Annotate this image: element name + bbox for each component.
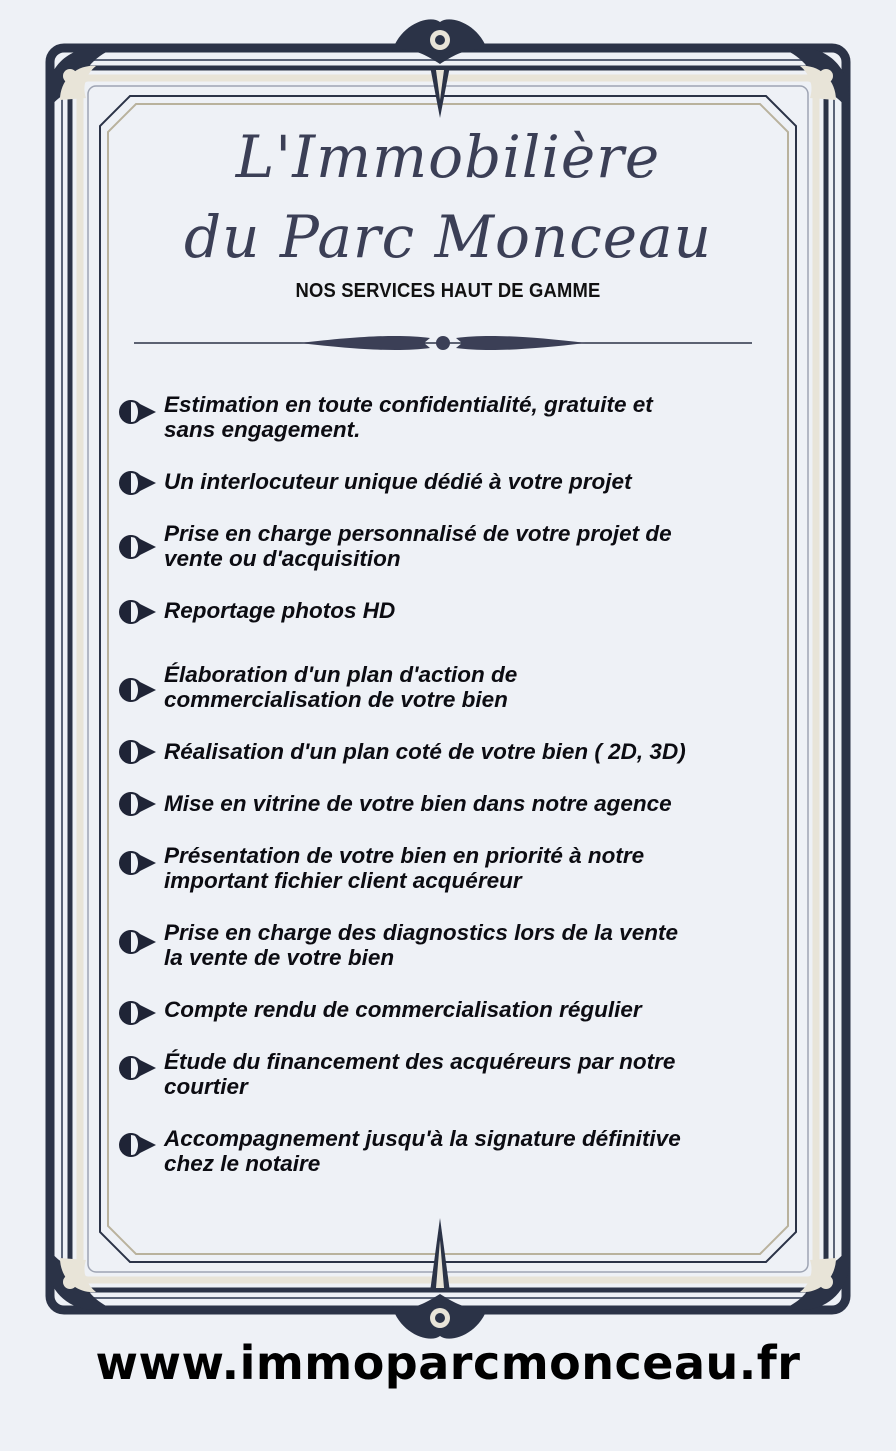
bullet-arrow-icon — [118, 467, 158, 499]
website-url: www.immoparcmonceau.fr — [95, 1336, 801, 1390]
bullet-arrow-icon — [118, 596, 158, 628]
service-text: Présentation de votre bien en priorité à notre important fichier client acquéreur — [164, 843, 645, 893]
bullet-arrow-icon — [118, 847, 158, 879]
service-text: Estimation en toute confidentialité, gratuite et sans engagement. — [164, 392, 653, 442]
service-text: Réalisation d'un plan coté de votre bien ( 2D, 3D) — [164, 739, 686, 764]
bullet-arrow-icon — [118, 997, 158, 1029]
service-text: Un interlocuteur unique dédié à votre projet — [164, 469, 632, 494]
bullet-arrow-icon — [118, 1129, 158, 1161]
service-text: Compte rendu de commercialisation régulier — [164, 997, 642, 1022]
agency-title-line-1: L'Immobilière — [235, 123, 661, 191]
service-text: Prise en charge personnalisé de votre projet de vente ou d'acquisition — [164, 521, 672, 571]
bullet-arrow-icon — [118, 1052, 158, 1084]
bullet-arrow-icon — [118, 788, 158, 820]
bullet-arrow-icon — [118, 531, 158, 563]
service-text: Accompagnement jusqu'à la signature définitive chez le notaire — [164, 1126, 681, 1176]
bullet-arrow-icon — [118, 926, 158, 958]
bullet-arrow-icon — [118, 736, 158, 768]
service-text: Reportage photos HD — [164, 598, 396, 623]
service-text: Élaboration d'un plan d'action de commercialisation de votre bien — [164, 662, 518, 712]
agency-title-line-2: du Parc Monceau — [184, 203, 712, 271]
bullet-arrow-icon — [118, 674, 158, 706]
services-subtitle: NOS SERVICES HAUT DE GAMME — [295, 280, 601, 302]
service-text: Étude du financement des acquéreurs par notre courtier — [164, 1049, 676, 1099]
service-text: Mise en vitrine de votre bien dans notre agence — [164, 791, 672, 816]
bullet-arrow-icon — [118, 396, 158, 428]
service-text: Prise en charge des diagnostics lors de la vente la vente de votre bien — [164, 920, 678, 970]
